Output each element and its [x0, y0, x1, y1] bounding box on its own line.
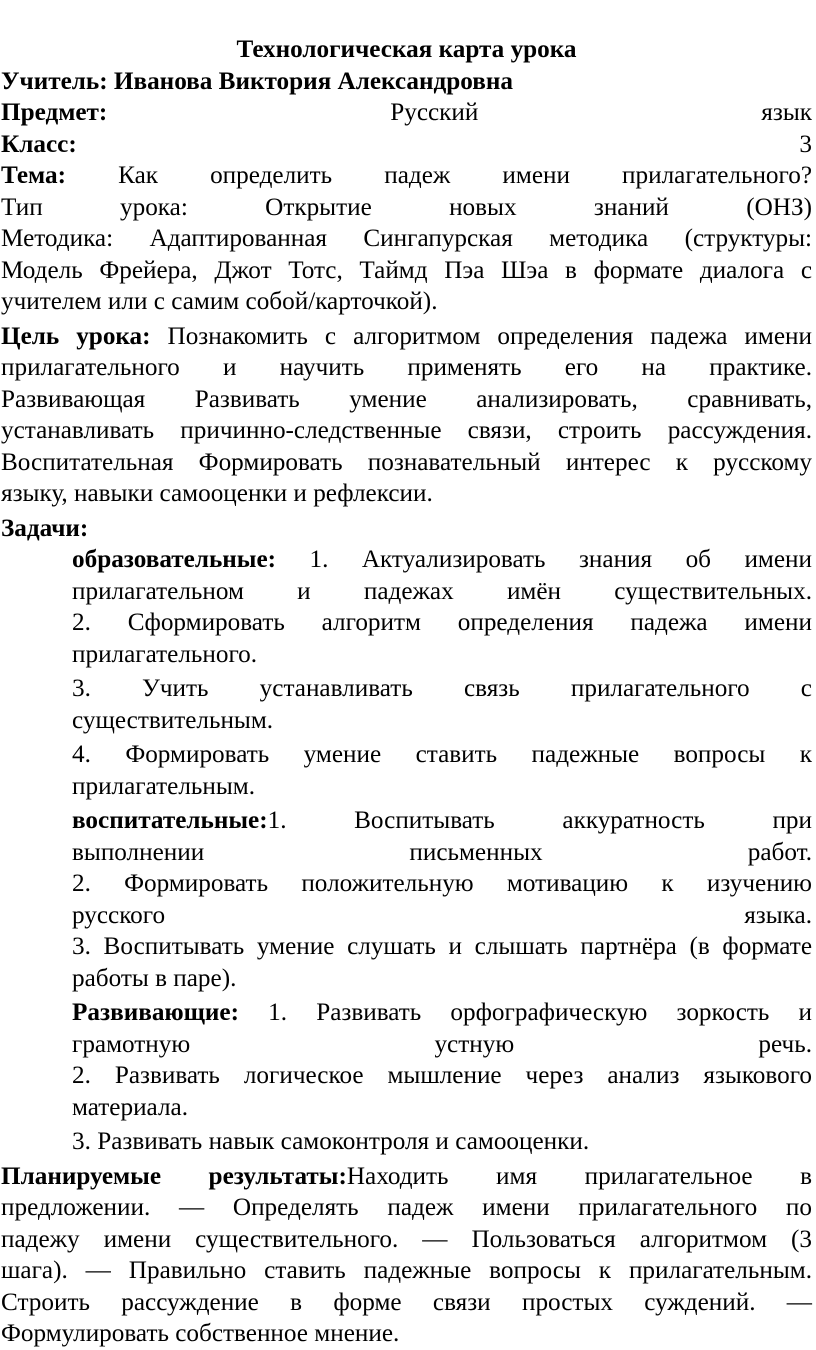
results-line-6: Формулировать собственное мнение. [1, 1320, 400, 1347]
edu-line-3: 2. Сформировать алгоритм определения падежа имени [72, 609, 812, 636]
topic-label: Тема: [1, 162, 66, 189]
goal-line-6: языку, навыки самооценки и рефлексии. [1, 480, 433, 507]
teacher-label: Учитель: [1, 67, 108, 95]
goal-text-1: Познакомить с алгоритмом определения падежа имени [150, 322, 812, 350]
results-line-3: падежу имени существительного. — Пользоваться алгоритмом (3 [1, 1225, 812, 1253]
edu-text-1: 1. Актуализировать знания об имени [276, 546, 812, 573]
teacher-line [1, 66, 812, 98]
dev-line-3: 2. Развивать логическое мышление через анализ языкового [72, 1062, 812, 1089]
results-line-5: Строить рассуждение в форме связи простых суждений. — [1, 1288, 812, 1316]
tasks-upbringing [72, 805, 812, 994]
topic-value: Как определить падеж имени прилагательного? [118, 162, 813, 189]
goal-line-1 [1, 321, 812, 353]
subject-label: Предмет: [1, 99, 108, 126]
goal-label: Цель урока: [1, 322, 151, 350]
upb-line-4: русского языка. [72, 901, 812, 929]
results-label: Планируемые результаты: [1, 1162, 347, 1190]
lesson-type-line: Тип урока: Открытие новых знаний (ОНЗ) [1, 193, 812, 221]
method-line-1: Методика: Адаптированная Сингапурская методика (структуры: [1, 225, 812, 252]
tasks-educational [72, 544, 812, 802]
teacher-name: Иванова Виктория Александровна [113, 67, 513, 95]
upb-label: воспитательные: [72, 807, 268, 834]
edu-line-2: прилагательном и падежах имён существительных. [72, 577, 812, 605]
results-text-1: Находить имя прилагательное в [346, 1162, 812, 1190]
subject-value-word2: язык [761, 99, 812, 126]
grade-label: Класс: [1, 130, 77, 158]
subject-line [1, 97, 812, 129]
upb-line-6: работы в паре). [72, 964, 237, 992]
upb-line-2: выполнении письменных работ. [72, 838, 812, 866]
results-line-2: предложении. — Определять падеж имени прилагательного по [1, 1194, 812, 1221]
page-title: Технологическая карта урока [236, 36, 577, 63]
goal-line-2: прилагательного и научить применять его на практике. [1, 354, 812, 381]
edu-label: образовательные: [72, 546, 277, 573]
edu-line-6: существительным. [72, 706, 274, 734]
method-line-2: Модель Фрейера, Джот Тотс, Таймд Пэа Шэа в формате диалога с [1, 256, 812, 284]
edu-line-8: прилагательным. [72, 772, 256, 800]
results-line-4: шага). — Правильно ставить падежные вопросы к прилагательным. [1, 1257, 812, 1284]
grade-line [1, 129, 812, 161]
grade-value: 3 [799, 130, 812, 158]
dev-label: Развивающие: [72, 999, 240, 1026]
subject-value-word1: Русский [390, 99, 479, 126]
results-line-1 [1, 1161, 812, 1193]
upb-line-5: 3. Воспитывать умение слушать и слышать партнёра (в формате [72, 933, 812, 960]
topic-line [1, 160, 812, 192]
goal-line-3: Развивающая Развивать умение анализировать, сравнивать, [1, 385, 812, 413]
edu-line-5: 3. Учить устанавливать связь прилагательного с [72, 675, 812, 702]
goal-line-4: устанавливать причинно-следственные связи, строить рассуждения. [1, 417, 812, 444]
dev-line-2: грамотную устную речь. [72, 1030, 812, 1058]
upb-text-1: 1. Воспитывать аккуратность при [267, 807, 812, 834]
edu-line-1 [72, 544, 812, 576]
dev-line-4: материала. [72, 1093, 188, 1121]
dev-text-1: 1. Развивать орфографическую зоркость и [239, 999, 812, 1026]
upb-line-1 [72, 805, 812, 837]
dev-line-1 [72, 997, 812, 1029]
edu-line-4: прилагательного. [72, 640, 258, 668]
tasks-developing [72, 997, 812, 1158]
goal-line-5: Воспитательная Формировать познавательный интерес к русскому [1, 448, 812, 476]
tasks-label: Задачи: [1, 514, 89, 542]
method-line-3: учителем или с самим собой/карточкой). [1, 288, 438, 315]
upb-line-3: 2. Формировать положительную мотивацию к изучению [72, 870, 812, 897]
dev-line-5: 3. Развивать навык самоконтроля и самооценки. [72, 1128, 590, 1155]
edu-line-7: 4. Формировать умение ставить падежные вопросы к [72, 741, 812, 768]
